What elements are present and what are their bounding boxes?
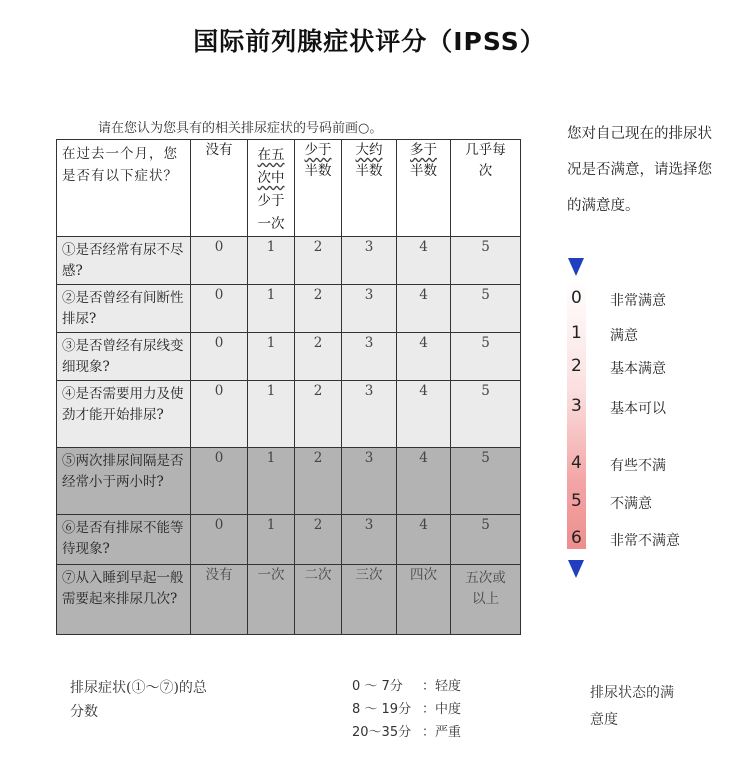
score-severity: ：中度	[422, 702, 462, 717]
question-cell: ⑥是否有排尿不能等待现象?	[57, 515, 191, 565]
ipss-table	[56, 139, 521, 635]
scale-number[interactable]: 1	[571, 323, 582, 343]
header-rest-text: 半数	[410, 163, 437, 179]
score-cell[interactable]: 2	[295, 333, 342, 381]
arrow-down-icon	[568, 258, 584, 276]
table-row	[57, 237, 521, 285]
score-range: 20～35分	[352, 725, 412, 740]
score-cell[interactable]: 4	[397, 333, 451, 381]
header-col-none: 没有	[191, 140, 248, 237]
header-wavy-text: 多于	[410, 142, 437, 158]
scale-label: 非常不满意	[610, 533, 680, 549]
score-cell[interactable]: 2	[295, 381, 342, 448]
score-severity: ：轻度	[422, 679, 462, 694]
score-cell[interactable]: 二次	[295, 565, 342, 635]
score-ranges	[352, 675, 461, 744]
score-cell[interactable]: 0	[191, 237, 248, 285]
score-cell[interactable]: 5	[451, 237, 521, 285]
score-cell[interactable]: 5	[451, 448, 521, 515]
arrow-down-icon	[568, 560, 584, 578]
score-cell[interactable]: 0	[191, 333, 248, 381]
score-cell[interactable]: 3	[342, 237, 397, 285]
header-text: 几乎每次	[465, 142, 506, 179]
score-cell[interactable]: 5	[451, 515, 521, 565]
scale-number[interactable]: 0	[571, 288, 582, 308]
scale-number[interactable]: 6	[571, 528, 582, 548]
header-rest-text: 半数	[304, 163, 332, 179]
header-wavy-text: 在五次中	[257, 147, 285, 186]
score-cell[interactable]: 一次	[248, 565, 295, 635]
score-range: 0 ～ 7分	[352, 679, 403, 694]
score-cell[interactable]: 3	[342, 448, 397, 515]
scale-label: 基本满意	[610, 361, 666, 377]
question-cell: ⑦从入睡到早起一般需要起来排尿几次?	[57, 565, 191, 635]
score-cell[interactable]: 5	[451, 333, 521, 381]
table-row	[57, 515, 521, 565]
page-title: 国际前列腺症状评分（IPSS）	[193, 27, 546, 56]
score-range-line	[352, 675, 461, 698]
score-cell[interactable]: 5	[451, 381, 521, 448]
score-cell[interactable]: 4	[397, 448, 451, 515]
scale-number[interactable]: 2	[571, 356, 582, 376]
scale-number[interactable]: 3	[571, 396, 582, 416]
score-cell[interactable]: 5	[451, 285, 521, 333]
score-cell[interactable]: 三次	[342, 565, 397, 635]
scale-number[interactable]: 4	[571, 453, 582, 473]
header-rest-text: 少于一次	[257, 193, 285, 232]
score-cell[interactable]: 3	[342, 285, 397, 333]
score-cell[interactable]: 4	[397, 381, 451, 448]
score-cell[interactable]: 0	[191, 285, 248, 333]
question-cell: ①是否经常有尿不尽感?	[57, 237, 191, 285]
satisfaction-label	[590, 680, 680, 734]
question-cell: ④是否需要用力及使劲才能开始排尿?	[57, 381, 191, 448]
table-row	[57, 448, 521, 515]
scale-label: 不满意	[610, 496, 652, 512]
score-cell[interactable]: 3	[342, 381, 397, 448]
score-cell[interactable]: 3	[342, 333, 397, 381]
header-col-less-than-1-in-5	[248, 140, 295, 237]
score-range: 8 ～ 19分	[352, 702, 412, 717]
score-range-line	[352, 698, 461, 721]
question-cell: ③是否曾经有尿线变细现象?	[57, 333, 191, 381]
score-cell[interactable]: 2	[295, 237, 342, 285]
score-cell[interactable]: 4	[397, 237, 451, 285]
scale-number[interactable]: 5	[571, 491, 582, 511]
satisfaction-prompt: 您对自己现在的排尿状况是否满意，请选择您的满意度。	[567, 126, 712, 214]
table-row	[57, 381, 521, 448]
header-col-more-than-half	[397, 140, 451, 237]
scale-label: 有些不满	[610, 458, 666, 474]
score-cell[interactable]: 没有	[191, 565, 248, 635]
score-cell[interactable]: 4	[397, 515, 451, 565]
header-col-about-half	[342, 140, 397, 237]
score-cell[interactable]: 1	[248, 333, 295, 381]
instruction-text: 请在您认为您具有的相关排尿症状的号码前画○。	[98, 121, 383, 136]
total-score-label	[70, 676, 220, 724]
total-score-text: 排尿症状(①～⑦)的总分数	[70, 680, 207, 720]
question-cell: ⑤两次排尿间隔是否经常小于两小时?	[57, 448, 191, 515]
score-cell[interactable]: 2	[295, 285, 342, 333]
table-row	[57, 285, 521, 333]
header-col-less-than-half	[295, 140, 342, 237]
satisfaction-label-text: 排尿状态的满意度	[590, 685, 674, 728]
ipss-table-body	[57, 237, 521, 635]
score-cell[interactable]: 0	[191, 381, 248, 448]
header-wavy-text: 大约	[355, 142, 383, 158]
scale-label: 满意	[610, 328, 638, 344]
header-rest-text: 半数	[355, 163, 383, 179]
score-cell[interactable]: 五次或以上	[451, 565, 521, 635]
score-cell[interactable]: 1	[248, 515, 295, 565]
scale-label: 非常满意	[610, 293, 666, 309]
score-range-line	[352, 721, 461, 744]
score-cell[interactable]: 1	[248, 381, 295, 448]
score-cell[interactable]: 四次	[397, 565, 451, 635]
score-cell[interactable]: 3	[342, 515, 397, 565]
header-question: 在过去一个月，您是否有以下症状？	[57, 140, 191, 237]
question-cell: ②是否曾经有间断性排尿?	[57, 285, 191, 333]
table-row	[57, 565, 521, 635]
score-cell[interactable]: 1	[248, 448, 295, 515]
score-cell[interactable]: 0	[191, 515, 248, 565]
score-cell[interactable]: 0	[191, 448, 248, 515]
score-severity: ：严重	[422, 725, 462, 740]
scale-label: 基本可以	[610, 401, 666, 417]
score-cell[interactable]: 2	[295, 448, 342, 515]
header-col-almost-always	[451, 140, 521, 237]
score-cell[interactable]: 1	[248, 285, 295, 333]
score-cell[interactable]: 4	[397, 285, 451, 333]
score-cell[interactable]: 2	[295, 515, 342, 565]
table-row	[57, 333, 521, 381]
header-wavy-text: 少于	[304, 142, 332, 158]
score-cell[interactable]: 1	[248, 237, 295, 285]
